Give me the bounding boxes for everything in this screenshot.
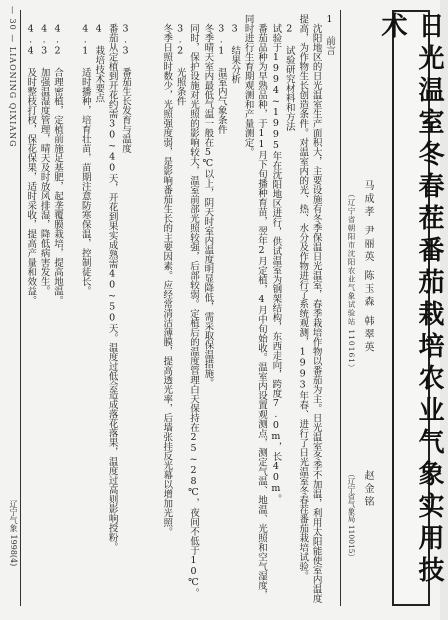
text-column-3: 同时，保护设施对光照的影响较大，温室前部光照较强，后部较弱。定植后的温度管理白天保持在25~28℃，夜间不低于10℃。 3.2 光照条件 冬季日照时数少，光照强度弱，是影响番茄生长的主要因素。应经常清洁薄膜，提高透光率，后墙张挂反光幕以增加光照。 <box>161 23 199 598</box>
footer-right <box>8 500 19 566</box>
affiliation-left: （辽宁省朝阳市沈阳农业气象试验站 110161） <box>347 190 356 373</box>
column-divider <box>340 10 341 606</box>
footer-divider <box>20 10 21 606</box>
issue: 1998(4) <box>9 534 18 567</box>
journal-name: LIAONING QIXIANG <box>8 46 17 148</box>
author-list-right: 赵金铭 <box>362 470 373 509</box>
page-number: — 30 — <box>8 6 17 44</box>
affiliation-right: （辽宁省气象局 110015） <box>347 470 356 562</box>
title-frame <box>377 10 444 606</box>
text-column-5: 4.2 合理密植，定植前施足基肥，起垄覆膜栽培，提高地温。 4.3 加强温湿度管理，晴天及时放风排湿，降低病害发生。 4.4 及时整枝打杈，保花保果，适时采收，提高产量和效益。 <box>25 23 63 305</box>
text-column-1: 1 前言 沈阳地区的日光温室生产面积大，主要设施有冬季保温日光温室，春季栽培作物以番茄为主。日光温室冬季不加温，利用太阳能使室内温度提高，为作物生长创造条件。对温室内的光、热、水分及作物进行了系统观测，1993年春、进行了日光温室冬春茬番茄栽培试验。 2 试验研究材料和方法 试验于1994~1995年在沈阳地区进行，供试温室为钢架结构，东西走向，跨度7.0m，长40m。 <box>270 14 335 603</box>
text-column-4: 3.3 番茄生长发育与温度 番茄从定植到开花约需30~40天，开花到果实成熟需40~50天。温度过低会造成落花落果，温度过高则影响授粉。 4 栽培技术要点 4.1 适时播种，培育壮苗，苗期注意防寒保温，控制徒长。 <box>79 23 131 552</box>
journal-name-cn: 辽宁气象 <box>9 500 18 532</box>
author-list-left: 马成孝 尹丽英 陈玉森 韩翠英 <box>362 180 373 355</box>
article-title: 日光温室冬春茬番茄栽培农业气象实用技术 <box>377 12 444 588</box>
text-column-2: 番茄品种为早熟品种，于11月下旬播种育苗，翌年2月定植，4月中旬始收。温室内设置观测点，测定气温、地温、光照和空气湿度，同时进行生育期观测和产量测定。 3 结果分析 3.1 温室内气象条件 冬季晴天室内最低气温一般在5℃以上，阴天时室内温度明显降低，需采取保温措施。 <box>202 14 267 600</box>
footer-left <box>8 6 17 147</box>
